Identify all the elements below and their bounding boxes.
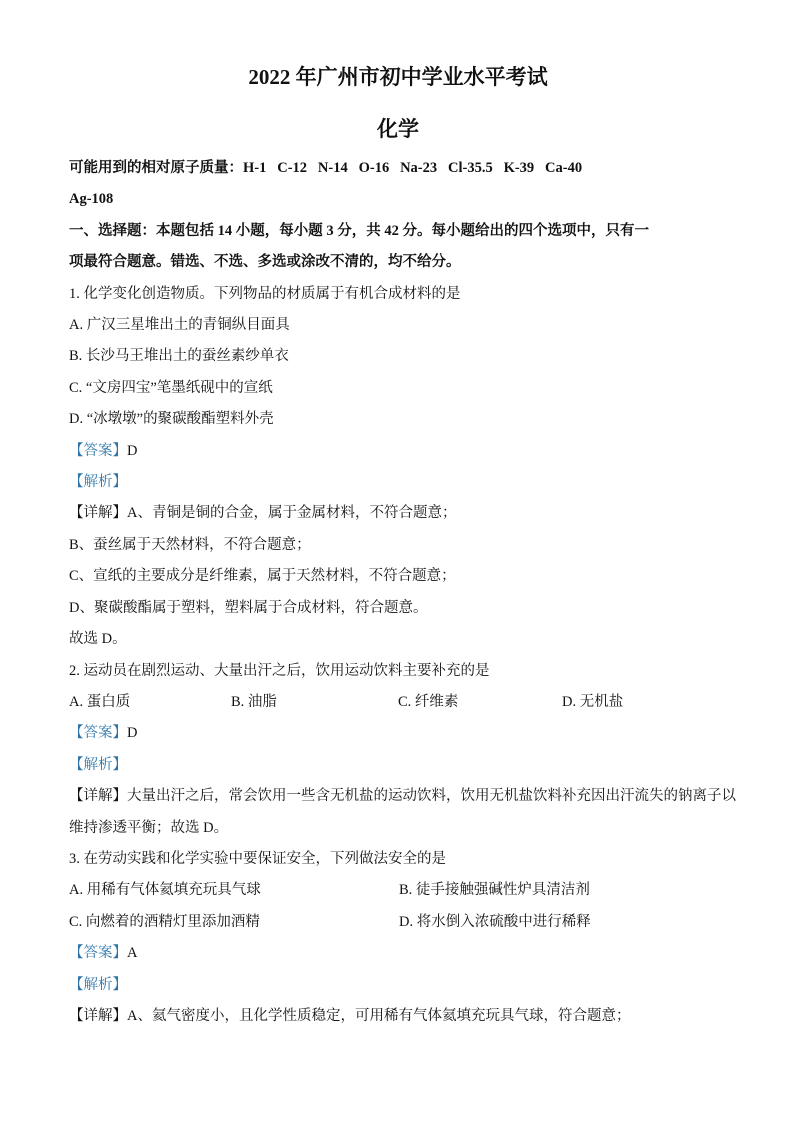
question-1-option-a: A. 广汉三星堆出土的青铜纵目面具 [69,317,290,334]
question-1-detail-4: D、聚碳酸酯属于塑料，塑料属于合成材料，符合题意。 [69,599,428,616]
analysis-label: 【解析】 [69,976,127,993]
analysis-label: 【解析】 [69,756,127,773]
question-2-detail-1: 【详解】大量出汗之后，常会饮用一些含无机盐的运动饮料，饮用无机盐饮料补充因出汗流失的钠离子以 [69,788,736,805]
question-2-option-d: D. 无机盐 [562,693,624,710]
exam-subject-title: 化学 [377,117,419,141]
analysis-label: 【解析】 [69,474,127,491]
question-3-option-d: D. 将水倒入浓硫酸中进行稀释 [399,913,591,930]
question-1-detail-5: 故选 D。 [69,631,127,648]
question-1-detail-3: C、宣纸的主要成分是纤维素，属于天然材料，不符合题意； [69,568,456,585]
question-2-detail-2: 维持渗透平衡；故选 D。 [69,819,229,836]
question-1-option-b: B. 长沙马王堆出土的蚕丝素纱单衣 [69,348,289,365]
question-2-options-row [69,687,727,718]
answer-value: D [127,442,138,459]
question-3-detail-1: 【详解】A、氦气密度小，且化学性质稳定，可用稀有气体氦填充玩具气球，符合题意； [69,1007,631,1024]
question-2 [69,656,736,844]
question-3-options-grid [69,875,727,938]
answer-label: 【答案】 [69,945,127,962]
question-1-option-c: C. “文房四宝”笔墨纸砚中的宣纸 [69,379,273,396]
section-heading-line1: 一、选择题：本题包括 14 小题，每小题 3 分，共 42 分。每小题给出的四个选项中，只有一 [69,222,649,239]
answer-value: D [127,725,138,742]
question-3-stem: 3. 在劳动实践和化学实验中要保证安全，下列做法安全的是 [69,850,446,867]
question-3-answer [69,938,727,969]
question-1-detail-2: B、蚕丝属于天然材料，不符合题意； [69,536,311,553]
question-1-option-d: D. “冰墩墩”的聚碳酸酯塑料外壳 [69,411,274,428]
question-2-stem: 2. 运动员在剧烈运动、大量出汗之后，饮用运动饮料主要补充的是 [69,662,490,679]
atomic-masses-line: 可能用到的相对原子质量：H-1 C-12 N-14 O-16 Na-23 Cl-35.5 K-39 Ca-40 [69,160,583,176]
atomic-masses-continued: Ag-108 [69,191,114,208]
question-2-option-c: C. 纤维素 [398,693,459,710]
question-3-analysis [69,970,727,1001]
question-1-answer [69,436,727,467]
question-1-detail-1: 【详解】A、青铜是铜的合金，属于金属材料，不符合题意； [69,505,457,522]
question-1-analysis [69,467,727,498]
answer-label: 【答案】 [69,442,127,459]
answer-value: A [127,945,138,962]
exam-title: 2022 年广州市初中学业水平考试 [248,65,548,89]
document-body [69,153,736,1032]
question-2-answer [69,718,727,749]
section-heading-line2: 项最符合题意。错选、不选、多选或涂改不清的，均不给分。 [69,254,461,271]
question-2-option-b: B. 油脂 [231,693,277,710]
question-2-option-a: A. 蛋白质 [69,693,131,710]
question-1 [69,279,727,656]
question-3-option-a: A. 用稀有气体氦填充玩具气球 [69,882,261,899]
question-1-stem: 1. 化学变化创造物质。下列物品的材质属于有机合成材料的是 [69,285,461,302]
question-2-analysis [69,750,727,781]
question-3-option-b: B. 徒手接触强碱性炉具清洁剂 [399,882,590,899]
question-3-option-c: C. 向燃着的酒精灯里添加酒精 [69,913,260,930]
answer-label: 【答案】 [69,725,127,742]
question-3 [69,844,727,1032]
